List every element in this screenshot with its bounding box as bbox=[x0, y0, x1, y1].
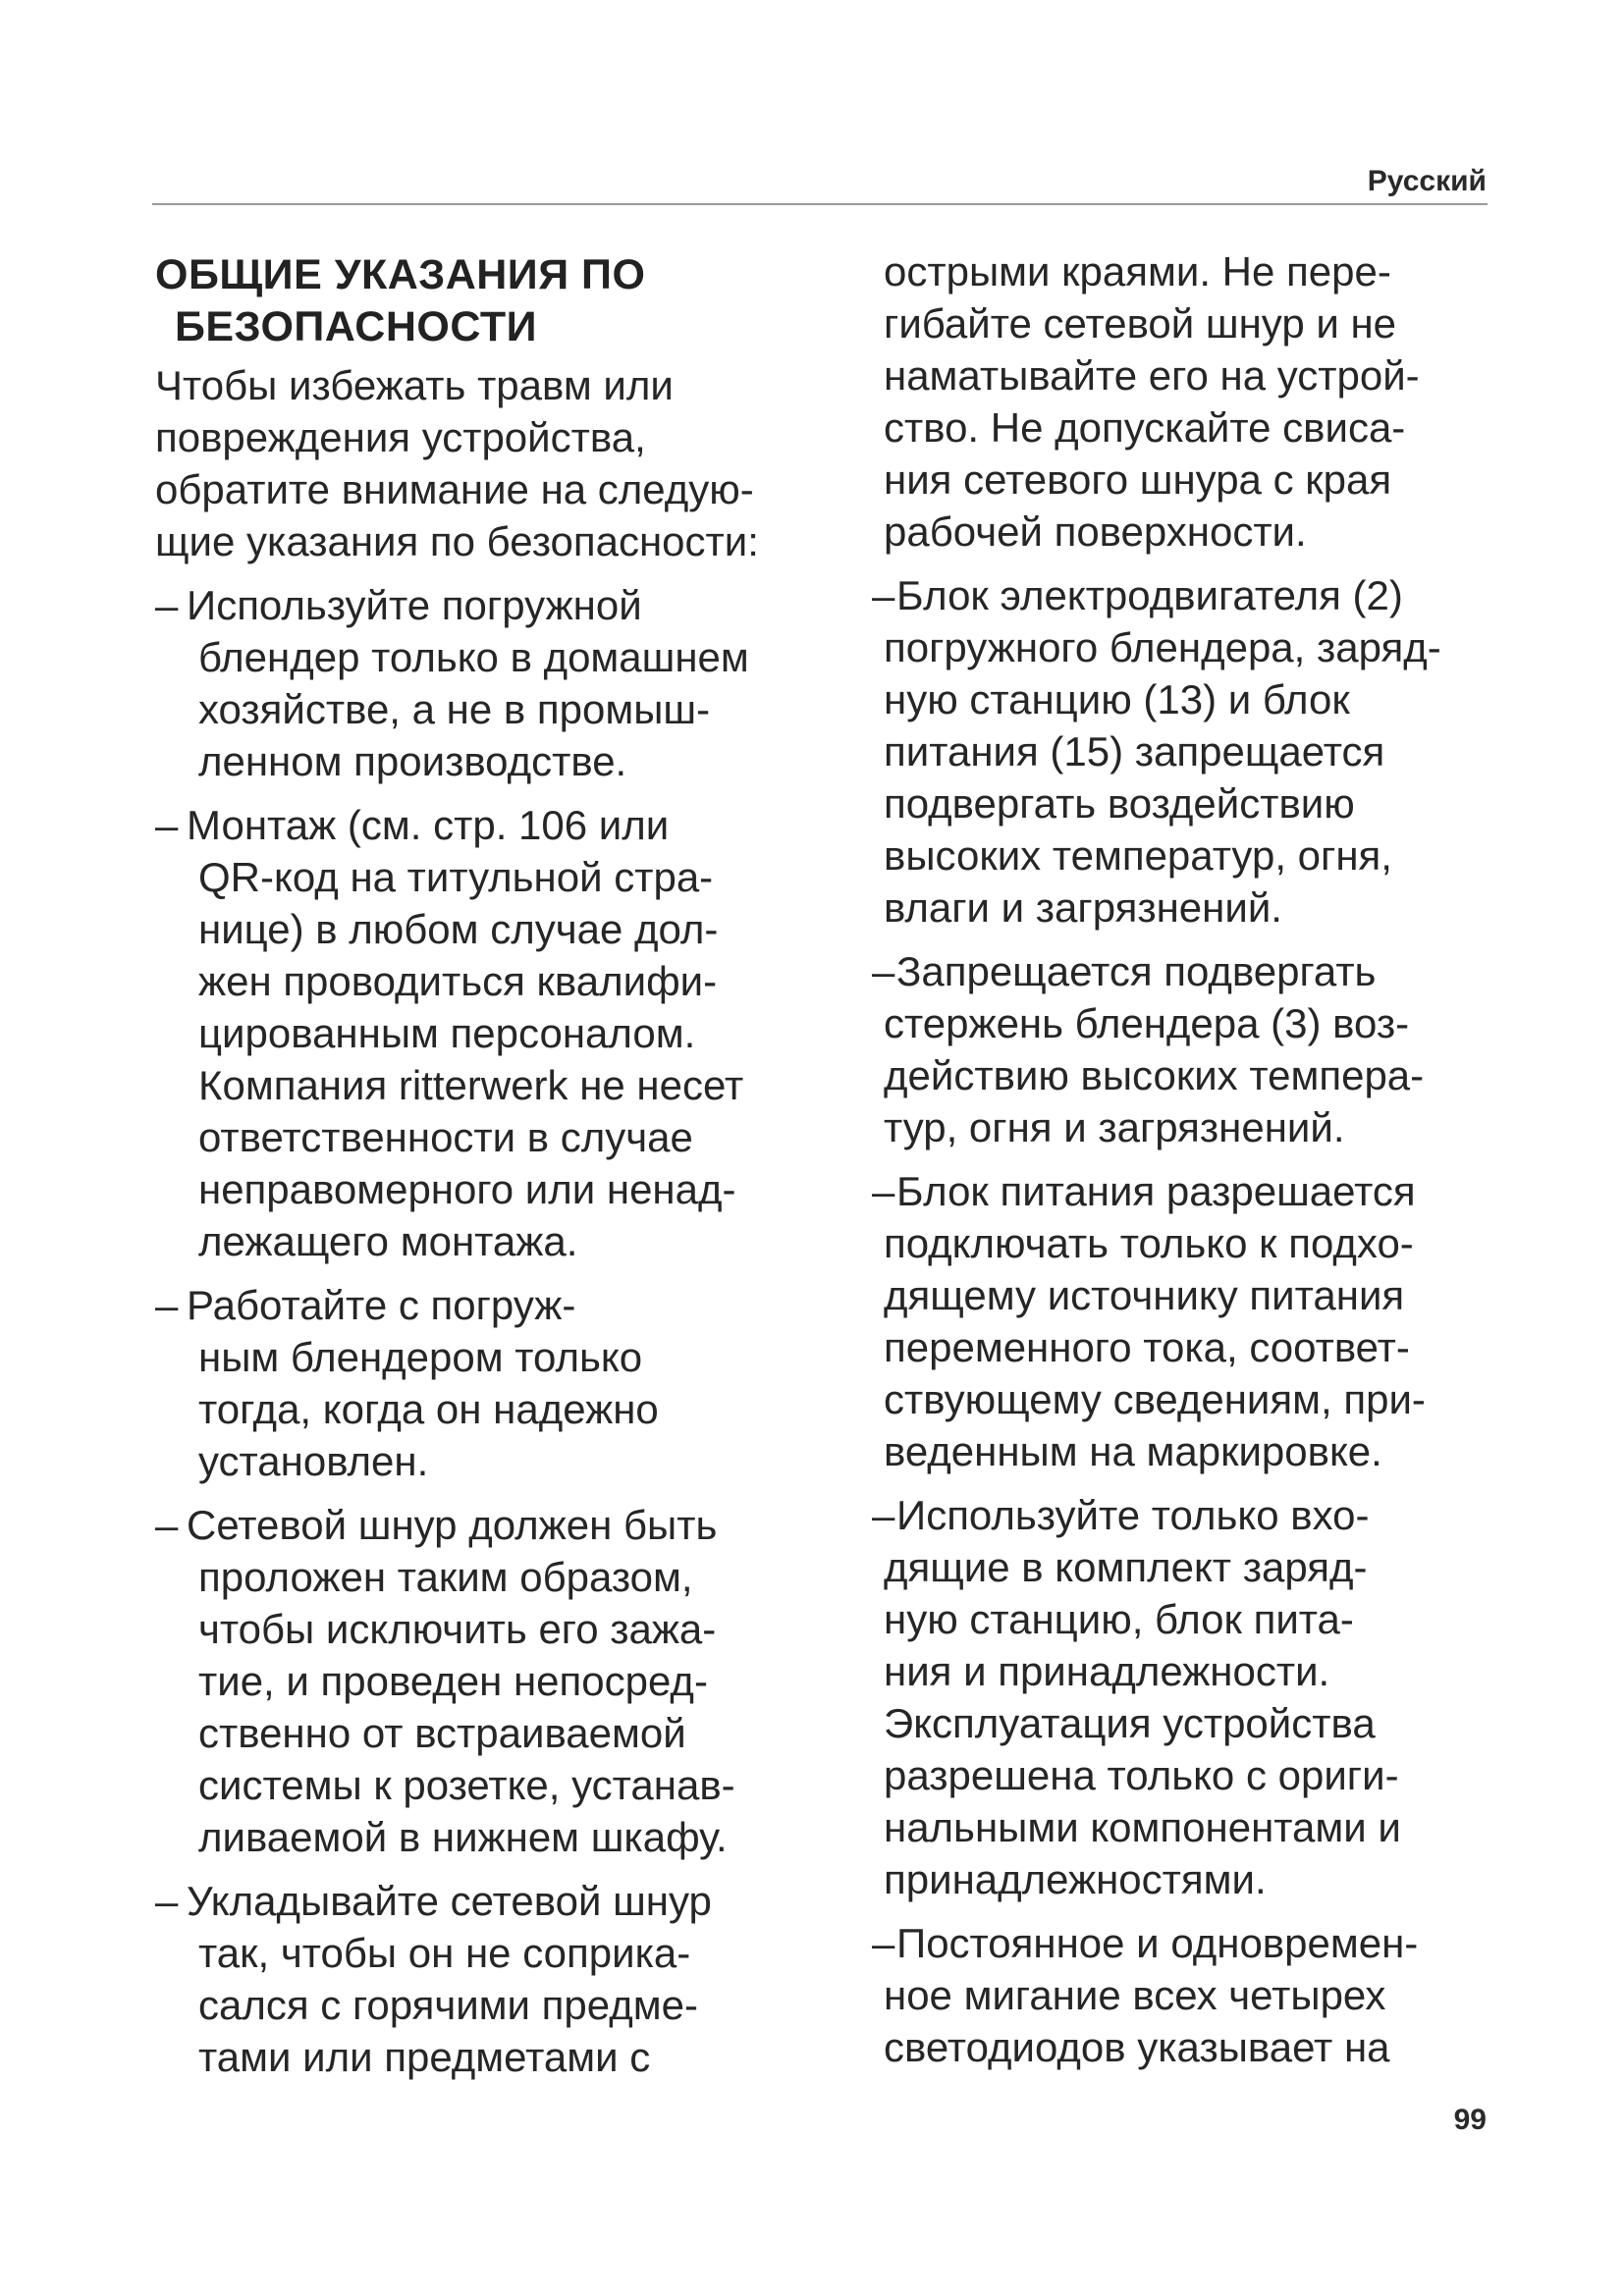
safety-bullet bbox=[155, 579, 842, 787]
text-line: ленном производстве. bbox=[198, 738, 627, 784]
text-line: наматывайте его на устрой- bbox=[884, 352, 1420, 399]
text-line: так, чтобы он не соприка- bbox=[198, 1930, 691, 1976]
text-line: влаги и загрязнений. bbox=[884, 884, 1282, 931]
text-line: чтобы исключить его зажа- bbox=[198, 1606, 717, 1652]
bullet-dash: – bbox=[872, 948, 895, 994]
text-line: подключать только к подхо- bbox=[884, 1220, 1414, 1266]
text-line: Блок электродвигателя (2) bbox=[896, 572, 1403, 618]
text-line: переменного тока, соответ- bbox=[884, 1324, 1410, 1370]
text-line: нице) в любом случае дол- bbox=[198, 906, 719, 952]
text-line: лежащего монтажа. bbox=[198, 1218, 578, 1264]
safety-bullet bbox=[872, 1165, 1512, 1477]
safety-bullet bbox=[872, 1917, 1512, 2073]
text-line: тие, и проведен непосред- bbox=[198, 1658, 708, 1704]
text-line: рабочей поверхности. bbox=[884, 508, 1307, 555]
text-line: системы к розетке, устанав- bbox=[198, 1762, 735, 1808]
text-line: стержень блендера (3) воз- bbox=[884, 1000, 1410, 1046]
bullet-dash: – bbox=[155, 1502, 179, 1548]
text-line: ство. Не допускайте свиса- bbox=[884, 404, 1406, 451]
safety-bullet bbox=[155, 799, 842, 1267]
text-line: неправомерного или ненад- bbox=[198, 1166, 736, 1212]
header-divider bbox=[152, 203, 1488, 205]
text-line: Запрещается подвергать bbox=[896, 948, 1377, 994]
text-line: Используйте только вхо- bbox=[896, 1492, 1370, 1538]
text-line: Чтобы избежать травм или bbox=[155, 362, 674, 408]
text-line: ствующему сведениям, при- bbox=[884, 1376, 1426, 1422]
text-line: ную станцию (13) и блок bbox=[884, 676, 1350, 722]
safety-bullet bbox=[155, 1499, 842, 1863]
text-line: светодиодов указывает на bbox=[884, 2024, 1390, 2070]
section-title-line: БЕЗОПАСНОСТИ bbox=[175, 303, 538, 350]
text-line: Эксплуатация устройства bbox=[884, 1700, 1376, 1746]
page-language-label: Русский bbox=[1367, 165, 1487, 197]
bullet-dash: – bbox=[155, 1878, 179, 1924]
text-line: ния и принадлежности. bbox=[884, 1648, 1330, 1694]
text-line: Компания ritterwerk не несет bbox=[198, 1062, 744, 1108]
text-line: тами или предметами с bbox=[198, 2034, 651, 2080]
text-line: Сетевой шнур должен быть bbox=[187, 1502, 718, 1548]
section-title bbox=[155, 249, 842, 353]
text-line: щие указания по безопасности: bbox=[155, 518, 759, 564]
text-line: жен проводиться квалифи- bbox=[198, 958, 718, 1004]
safety-bullet bbox=[872, 1489, 1512, 1905]
text-line: установлен. bbox=[198, 1438, 429, 1484]
text-line: ную станцию, блок пита- bbox=[884, 1596, 1354, 1642]
text-line: Монтаж (см. стр. 106 или bbox=[187, 802, 670, 848]
text-line: питания (15) запрещается bbox=[884, 728, 1385, 774]
text-line: ственно от встраиваемой bbox=[198, 1710, 686, 1756]
text-line: Работайте с погруж- bbox=[187, 1282, 576, 1328]
safety-bullet bbox=[872, 945, 1512, 1153]
text-line: острыми краями. Не пере- bbox=[884, 248, 1391, 294]
text-line: ния сетевого шнура с края bbox=[884, 456, 1392, 503]
section-title-line: ОБЩИЕ УКАЗАНИЯ ПО bbox=[155, 251, 646, 298]
text-line: принадлежностями. bbox=[884, 1856, 1267, 1902]
text-line: тогда, когда он надежно bbox=[198, 1386, 659, 1432]
text-line: ответственности в случае bbox=[198, 1114, 693, 1160]
text-line: ное мигание всех четырех bbox=[884, 1972, 1386, 2018]
text-line: Используйте погружной bbox=[187, 582, 642, 628]
text-line: сался с горячими предме- bbox=[198, 1982, 698, 2028]
text-line: ным блендером только bbox=[198, 1334, 643, 1380]
bullet-dash: – bbox=[155, 802, 179, 848]
left-column bbox=[155, 245, 842, 2083]
safety-bullet bbox=[155, 1279, 842, 1487]
text-line: обратите внимание на следую- bbox=[155, 466, 754, 512]
right-column bbox=[872, 245, 1512, 2073]
bullet-dash: – bbox=[872, 1920, 895, 1966]
intro-paragraph bbox=[155, 359, 842, 567]
text-line: Укладывайте сетевой шнур bbox=[187, 1878, 712, 1924]
page-number: 99 bbox=[1453, 2104, 1487, 2136]
text-line: Блок питания разрешается bbox=[896, 1168, 1416, 1214]
text-line: тур, огня и загрязнений. bbox=[884, 1104, 1345, 1150]
text-line: действию высоких темпера- bbox=[884, 1052, 1425, 1098]
bullet-dash: – bbox=[872, 1492, 895, 1538]
text-line: подвергать воздействию bbox=[884, 780, 1355, 827]
text-line: повреждения устройства, bbox=[155, 414, 646, 460]
text-line: блендер только в домашнем bbox=[198, 634, 749, 680]
continued-paragraph bbox=[884, 245, 1512, 558]
text-line: нальными компонентами и bbox=[884, 1804, 1401, 1850]
bullet-dash: – bbox=[155, 582, 179, 628]
safety-bullet bbox=[872, 569, 1512, 934]
text-line: гибайте сетевой шнур и не bbox=[884, 300, 1397, 347]
text-line: веденным на маркировке. bbox=[884, 1428, 1382, 1474]
bullet-dash: – bbox=[872, 1168, 895, 1214]
text-line: ливаемой в нижнем шкафу. bbox=[198, 1814, 728, 1860]
text-line: QR-код на титульной стра- bbox=[198, 854, 714, 900]
text-line: высоких температур, огня, bbox=[884, 832, 1392, 879]
text-line: дящие в комплект заряд- bbox=[884, 1544, 1368, 1590]
bullet-dash: – bbox=[155, 1282, 179, 1328]
text-line: хозяйстве, а не в промыш- bbox=[198, 686, 711, 732]
text-line: разрешена только с ориги- bbox=[884, 1752, 1399, 1798]
text-line: Постоянное и одновремен- bbox=[896, 1920, 1419, 1966]
text-line: цированным персоналом. bbox=[198, 1010, 696, 1056]
bullet-dash: – bbox=[872, 572, 895, 618]
safety-bullet bbox=[155, 1875, 842, 2083]
text-line: дящему источнику питания bbox=[884, 1272, 1405, 1318]
text-line: погружного блендера, заряд- bbox=[884, 624, 1441, 670]
text-line: проложен таким образом, bbox=[198, 1554, 693, 1600]
